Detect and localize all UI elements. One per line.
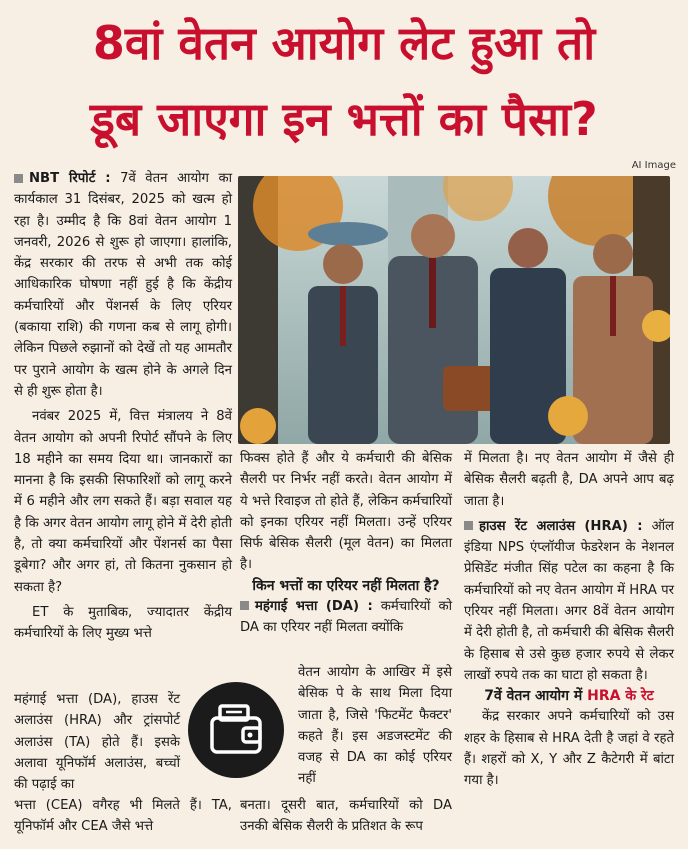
col2-subhead: किन भत्तों का एरियर नहीं मिलता है? — [252, 577, 440, 594]
col2-da-para — [240, 596, 452, 639]
col1-para-1 — [14, 168, 232, 402]
col3-subhead-a: 7वें वेतन आयोग में — [484, 688, 588, 705]
headline — [0, 0, 688, 165]
column-2-bottom — [240, 795, 452, 838]
column-3 — [464, 448, 674, 791]
ai-illustration — [238, 176, 670, 444]
col3-subhead-b: HRA के रेट — [587, 688, 654, 705]
col3-para-1: में मिलता है। नए वेतन आयोग में जैसे ही बेसिक सैलरी बढ़ती है, DA अपने आप बढ़ जाता है। — [464, 451, 674, 509]
headline-line-1: 8वां वेतन आयोग लेट हुआ तो — [92, 16, 596, 70]
wallet-icon-graphic — [188, 682, 284, 778]
col1-para-3b: महंगाई भत्ता (DA), हाउस रेंट अलाउंस (HRA) और ट्रांसपोर्ट अलाउंस (TA) होते हैं। इसके अलावा यूनिफॉर्म अलाउंस, बच्चों की पढ़ाई का — [14, 692, 180, 793]
bullet-square-icon — [464, 521, 473, 530]
col3-para-2: केंद्र सरकार अपने कर्मचारियों को उस शहर के हिसाब से HRA देती है जहां वे रहते हैं। शहरों को X, Y और Z कैटेगरी में बांटा गया है। — [464, 709, 674, 789]
col3-hra-para — [464, 516, 674, 686]
col1-para-2: नवंबर 2025 में, वित्त मंत्रालय ने 8वें वेतन आयोग को अपनी रिपोर्ट सौंपने के लिए 18 महीने का समय दिया था। जानकारों का मानना है कि इसकी सिफारिशों को लागू करने में 6 महीने और लग सकते हैं। बड़ा सवाल यह है कि अगर वेतन आयोग लागू होने में देरी होती है, तो क्या कर्मचारियों और पेंशनर्स का पैसा डूबेगा? और अगर हां, तो कितना नुकसान हो सकता है? — [14, 409, 232, 595]
column-2 — [240, 448, 452, 638]
hra-title: हाउस रेंट अलाउंस (HRA) : — [479, 518, 643, 534]
col1-para-3a: ET के मुताबिक, ज्यादातर केंद्रीय कर्मचारियों के लिए मुख्य भत्ते — [14, 604, 232, 642]
da-text-a: कर्मचारियों को DA का एरियर नहीं मिलता क्योंकि — [240, 598, 452, 636]
wallet-icon — [188, 682, 284, 778]
da-text-b: वेतन आयोग के आखिर में इसे बेसिक पे के साथ मिला दिया जाता है, जिसे 'फिटमेंट फैक्टर' कहते हैं। इस अडजस्टमेंट की वजह से DA का कोई एरियर नहीं — [298, 665, 452, 787]
dateline: NBT रिपोर्ट : — [29, 171, 111, 186]
hra-text: ऑल इंडिया NPS एंप्लॉयीज फेडरेशन के नेशनल प्रेसिडेंट मंजीत सिंह पटेल का कहना है कि कर्मचारियों को नए वेतन आयोग में HRA पर एरियर नहीं मिलता। अगर 8वें वेतन आयोग में देरी होती है, तो कर्मचारी की बेसिक सैलरी के हिसाब से उसे कुछ हजार रुपये से लेकर लाखों रुपये तक का घाटा हो सकता है। — [464, 518, 674, 683]
col2-para-1: फिक्स होते हैं और ये कर्मचारी की बेसिक सैलरी पर निर्भर नहीं करते। वेतन आयोग में ये भत्ते रिवाइज तो होते हैं, लेकिन कर्मचारियों को इनका एरियर नहीं मिलता। उन्हें एरियर सिर्फ बेसिक सैलरी (मूल वेतन) का मिलता है। — [240, 451, 452, 573]
officials-walking-illustration — [238, 176, 670, 444]
col3-subhead — [464, 686, 674, 706]
da-text-c: बनता। दूसरी बात, कर्मचारियों को DA उनकी बेसिक सैलरी के प्रतिशत के रूप — [240, 798, 452, 835]
col1-para-3c: भत्ता (CEA) वगैरह भी मिलते हैं। TA, यूनिफॉर्म और CEA जैसे भत्ते — [14, 798, 232, 835]
bullet-square-icon — [240, 601, 249, 610]
column-2-lower — [298, 662, 452, 790]
column-1 — [14, 168, 232, 645]
column-1-bottom — [14, 795, 232, 838]
bullet-square-icon — [14, 174, 23, 183]
da-title: महंगाई भत्ता (DA) : — [255, 598, 373, 614]
col1-para-1-text: 7वें वेतन आयोग का कार्यकाल 31 दिसंबर, 2025 को खत्म हो रहा है। उम्मीद है कि 8वां वेतन आयोग 1 जनवरी, 2026 से शुरू हो जाएगा। हालांकि, केंद्र सरकार की तरफ से अभी तक कोई आधिकारिक घोषणा नहीं हुई है कि केंद्रीय कर्मचारियों और पेंशनर्स के लिए एरियर (बकाया राशि) की गणना कब से लागू होगी। लेकिन पिछले रुझानों को देखें तो यह आमतौर पर पुराने आयोग के खत्म होने के अगले दिन से ही शुरू होता है। — [14, 171, 232, 399]
ai-image-label: AI Image — [631, 160, 676, 171]
column-1-lower — [14, 689, 180, 795]
headline-line-2: डूब जाएगा इन भत्तों का पैसा? — [90, 92, 598, 146]
